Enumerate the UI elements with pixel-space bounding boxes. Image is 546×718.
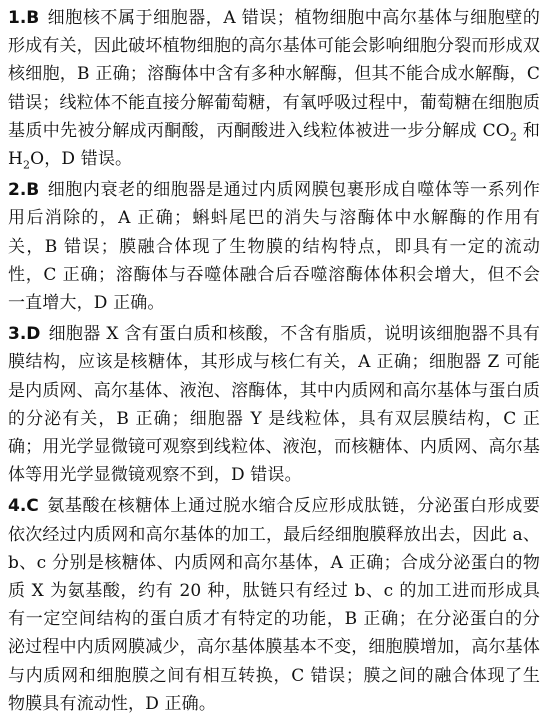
question-number: 3. <box>8 324 27 345</box>
answer-letter: B <box>26 8 40 28</box>
subscript: 2 <box>22 158 31 172</box>
answer-item-2 <box>8 176 540 317</box>
answer-item-3 <box>8 320 540 489</box>
answer-letter: B <box>26 180 40 201</box>
explanation-text: 细胞内衰老的细胞器是通过内质网膜包裹形成自噬体等一系列作用后消除的，A 正确；蝌蚪尾巴的消失与溶酶体中水解酶的作用有关，B 错误；膜融合体现了生物膜的结构特点，即具有一定的流动性，C 正确；溶酶体与吞噬体融合后吞噬溶酶体体积会增大，但不会一直增大，D 正确。 <box>8 180 540 314</box>
answer-item-1 <box>8 4 540 173</box>
question-number: 1. <box>8 8 27 28</box>
explanation-text: 氨基酸在核糖体上通过脱水缩合反应形成肽链，分泌蛋白形成要依次经过内质网和高尔基体的加工，最后经细胞膜释放出去，因此 a、b、c 分别是核糖体、内质网和高尔基体，A 正确；合成分泌蛋白的物质 X 为氨基酸，约有 20 种，肽链只有经过 b、c 的加工进而形成具有一定空间结构的蛋白质才有特定的功能，B 正确；在分泌蛋白的分泌过程中内质网膜减少，高尔基体膜基本不变，细胞膜增加，高尔基体与内质网和细胞膜之间有相互转换，C 错误；膜之间的融合体现了生物膜具有流动性，D 正确。 <box>8 496 540 714</box>
explanation-text: O，D 错误。 <box>30 149 133 170</box>
explanation-text: 细胞核不属于细胞器，A 错误；植物细胞中高尔基体与细胞壁的形成有关，因此破坏植物细胞的高尔基体可能会影响细胞分裂而形成双核细胞，B 正确；溶酶体中含有多种水解酶，但其不能合成水解酶，C 错误；线粒体不能直接分解葡萄糖，有氧呼吸过程中，葡萄糖在细胞质基质中先被分解成丙酮酸，丙酮酸进入线粒体被进一步分解成 CO <box>8 8 540 141</box>
answer-item-4 <box>8 492 540 718</box>
question-number: 2. <box>8 180 27 201</box>
answer-letter: D <box>26 324 41 345</box>
explanation-text: 细胞器 X 含有蛋白质和核酸，不含有脂质，说明该细胞器不具有膜结构，应该是核糖体，其形成与核仁有关，A 正确；细胞器 Z 可能是内质网、高尔基体、液泡、溶酶体，其中内质网和高尔基体与蛋白质的分泌有关，B 正确；细胞器 Y 是线粒体，具有双层膜结构，C 正确；用光学显微镜可观察到线粒体、液泡，而核糖体、内质网、高尔基体等用光学显微镜观察不到，D 错误。 <box>8 324 540 486</box>
question-number: 4. <box>8 496 27 517</box>
answer-letter: C <box>26 496 39 517</box>
explanation-text: 和 H <box>8 120 540 170</box>
subscript: 2 <box>509 130 518 144</box>
